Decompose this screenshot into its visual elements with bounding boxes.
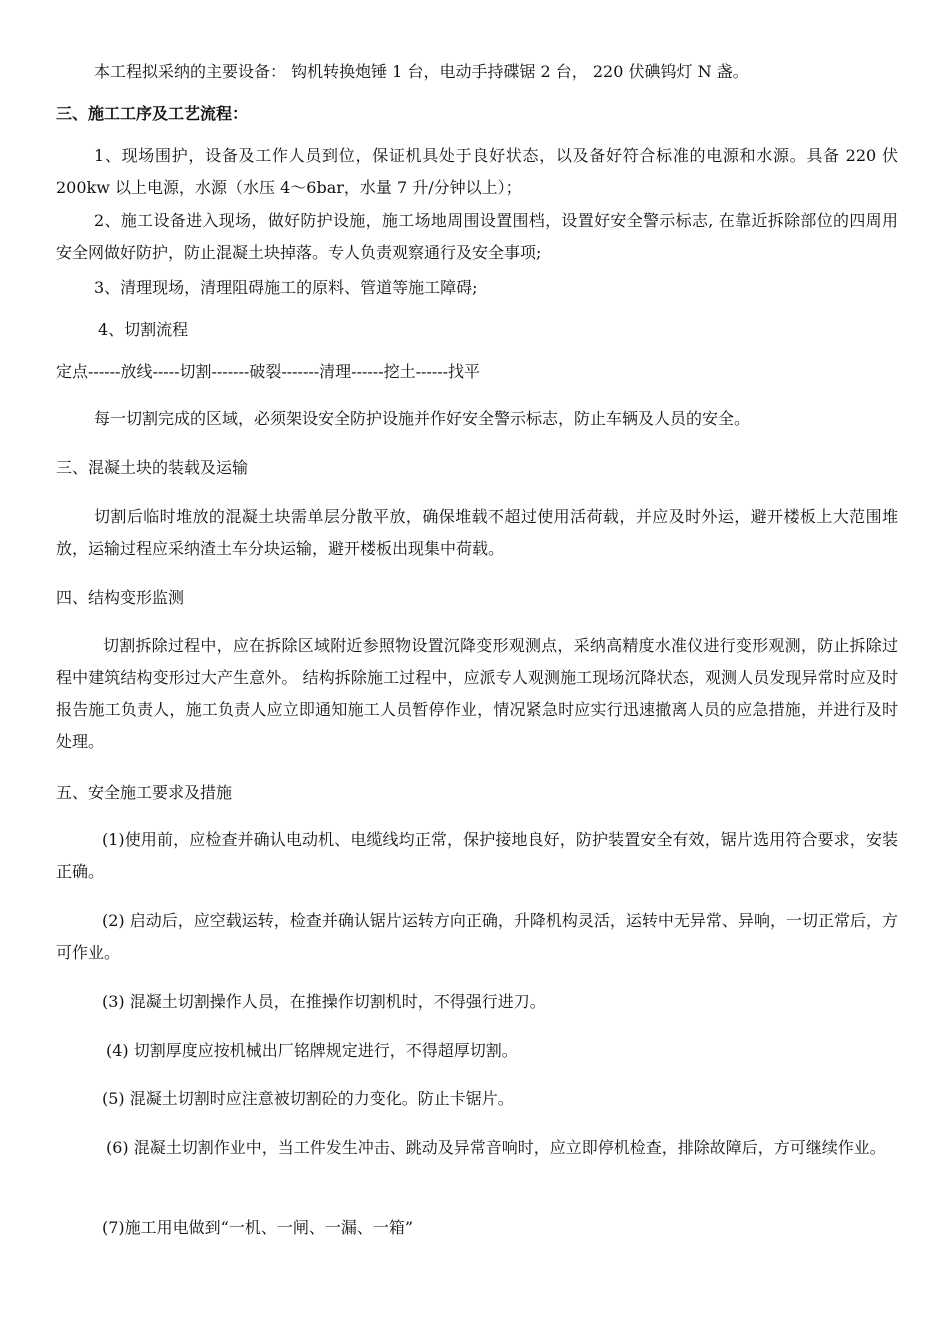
step-1-paragraph: 1、现场围护，设备及工作人员到位，保证机具处于良好状态，以及备好符合标准的电源和水源。具备 220 伏 200kw 以上电源，水源（水压 4～6bar，水量 7 升/分钟以上）； xyxy=(56,146,898,197)
transport-paragraph: 切割后临时堆放的混凝土块需单层分散平放，确保堆载不超过使用活荷载，并应及时外运，避开楼板上大范围堆放，运输过程应采纳渣土车分块运输，避开楼板出现集中荷载。 xyxy=(56,507,898,558)
requirement-3: (3) 混凝土切割操作人员，在推操作切割机时，不得强行进刀。 xyxy=(102,992,546,1011)
monitoring-paragraph: 切割拆除过程中，应在拆除区域附近参照物设置沉降变形观测点，采纳高精度水准仪进行变形观测，防止拆除过程中建筑结构变形过大产生意外。 结构拆除施工过程中，应派专人观测施工现场沉降状态，观测人员发现异常时应及时报告施工负责人，施工负责人应立即通知施工人员暂停作业，情况紧急时应实行迅速撤离人员的应急措施，并进行及时处理。 xyxy=(56,636,898,751)
requirement-1: (1)使用前，应检查并确认电动机、电缆线均正常，保护接地良好，防护装置安全有效，锯片选用符合要求，安装正确。 xyxy=(56,830,898,881)
section-heading-transport: 三、混凝土块的装载及运输 xyxy=(56,458,249,477)
section-heading-process: 三、施工工序及工艺流程： xyxy=(56,104,249,123)
requirement-2: (2) 启动后，应空载运转，检查并确认锯片运转方向正确，升降机构灵活，运转中无异常、异响，一切正常后，方可作业。 xyxy=(56,911,898,962)
requirement-5: (5) 混凝土切割时应注意被切割砼的力变化。防止卡锯片。 xyxy=(102,1089,514,1108)
safety-note-paragraph: 每一切割完成的区域，必须架设安全防护设施并作好安全警示标志，防止车辆及人员的安全。 xyxy=(94,409,751,428)
step-4-heading: 4、切割流程 xyxy=(98,320,189,339)
step-2-paragraph: 2、施工设备进入现场，做好防护设施，施工场地周围设置围档，设置好安全警示标志, 在靠近拆除部位的四周用安全网做好防护，防止混凝土块掉落。专人负责观察通行及安全事项; xyxy=(56,211,898,262)
section-heading-safety: 五、安全施工要求及措施 xyxy=(56,783,233,802)
section-heading-monitoring: 四、结构变形监测 xyxy=(56,588,185,607)
equipment-paragraph: 本工程拟采纳的主要设备： 钩机转换炮锤 1 台，电动手持碟锯 2 台， 220 伏碘钨灯 N 盏。 xyxy=(94,62,749,81)
requirement-4: (4) 切割厚度应按机械出厂铭牌规定进行，不得超厚切割。 xyxy=(106,1041,518,1060)
step-3-paragraph: 3、清理现场，清理阻碍施工的原料、管道等施工障碍; xyxy=(94,278,478,297)
requirement-6: (6) 混凝土切割作业中，当工件发生冲击、跳动及异常音响时，应立即停机检查，排除故障后，方可继续作业。 xyxy=(106,1138,886,1157)
requirement-7: (7)施工用电做到“一机、一闸、一漏、一箱” xyxy=(102,1218,414,1237)
cutting-flow: 定点------放线-----切割-------破裂-------清理------挖土------找平 xyxy=(56,362,481,381)
